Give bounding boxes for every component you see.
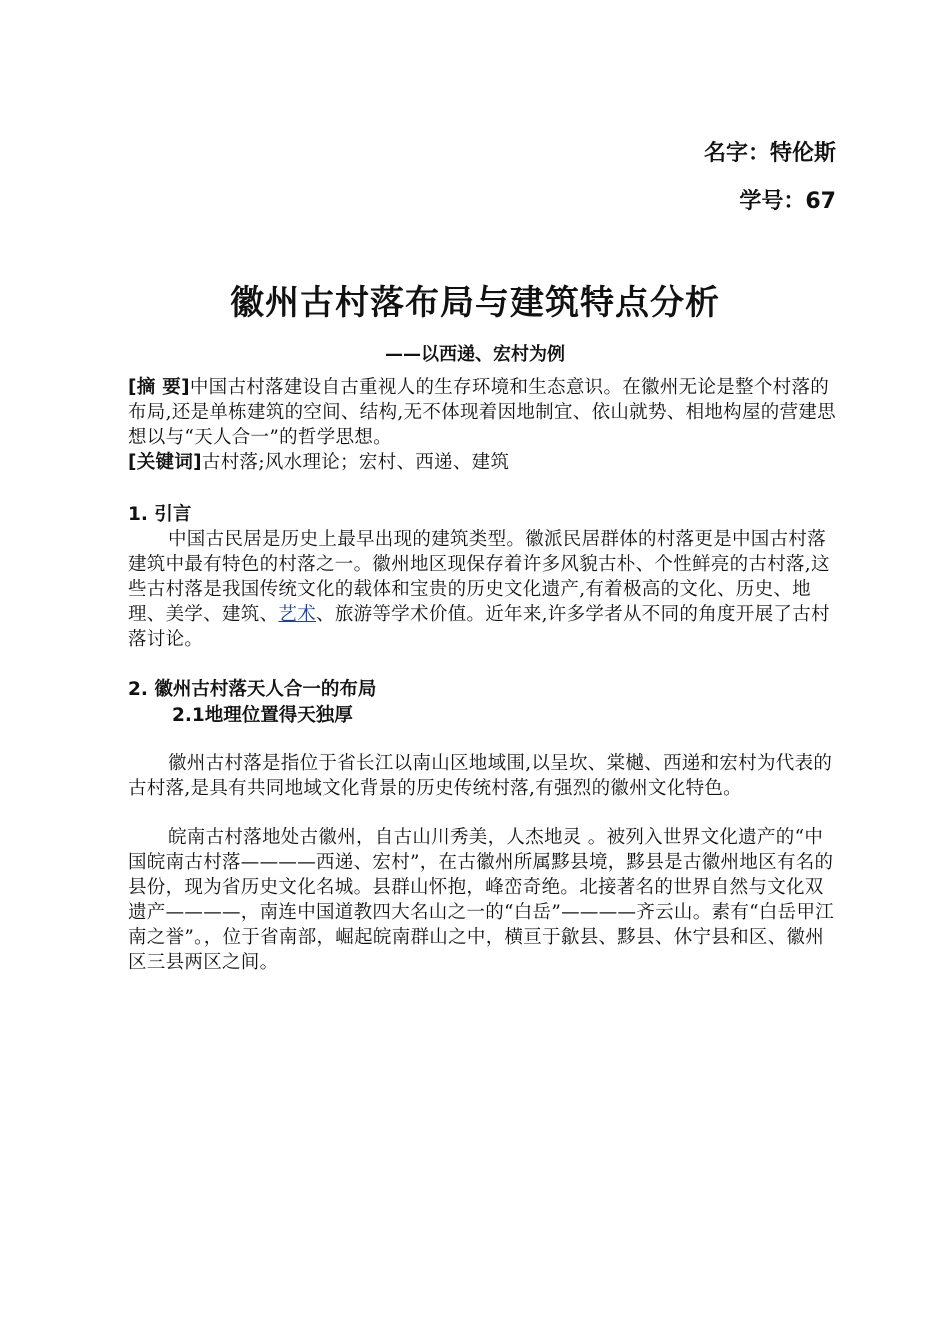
abstract xyxy=(128,375,838,450)
keywords xyxy=(128,450,838,475)
document-title: 徽州古村落布局与建筑特点分析 xyxy=(230,283,720,323)
section-1-text-b: 、旅游等学术价值。近年来,许多学者从不同的角度开展了古村落讨论。 xyxy=(128,604,830,650)
abstract-text: 中国古村落建设自古重视人的生存环境和生态意识。在徽州无论是整个村落的布局,还是单栋建筑的空间、结构,无不体现着因地制宜、依山就势、相地构屋的营建思想以与“天人合一”的哲学思想。 xyxy=(128,377,836,448)
keywords-label: [关键词] xyxy=(128,452,202,473)
section-2-paragraph-1: 徽州古村落是指位于省长江以南山区地域围,以呈坎、棠樾、西递和宏村为代表的古村落,是具有共同地域文化背景的历史传统村落,有强烈的徽州文化特色。 xyxy=(128,753,833,799)
document-subtitle: ——以西递、宏村为例 xyxy=(385,344,565,365)
section-2-heading: 2. 徽州古村落天人合一的布局 xyxy=(128,679,377,700)
section-1-paragraph xyxy=(128,527,838,652)
abstract-label: [摘 要] xyxy=(128,377,190,398)
section-2-1-heading: 2.1地理位置得天独厚 xyxy=(172,705,353,726)
keywords-text: 古村落;风水理论；宏村、西递、建筑 xyxy=(201,452,510,473)
art-link[interactable]: 艺术 xyxy=(278,604,317,625)
section-1-text-a: 中国古民居是历史上最早出现的建筑类型。徽派民居群体的村落更是中国古村落建筑中最有特色的村落之一。徽州地区现保存着许多风貌古朴、个性鲜亮的古村落,这些古村落是我国传统文化的载体和宝贵的历史文化遗产,有着极高的文化、历史、地理、美学、建筑、 xyxy=(128,529,830,625)
author-name: 名字：特伦斯 xyxy=(703,141,836,166)
student-id: 学号：67 xyxy=(739,189,836,214)
section-2-paragraph-2: 皖南古村落地处古徽州，自古山川秀美，人杰地灵 。被列入世界文化遗产的“中国皖南古村落————西递、宏村”，在古徽州所属黟县境，黟县是古徽州地区有名的县份，现为省历史文化名城。县群山怀抱，峰峦奇绝。北接著名的世界自然与文化双遗产————，南连中国道教四大名山之一的“白岳”————齐云山。素有“白岳甲江南之誉”。，位于省南部，崛起皖南群山之中，横亘于歙县、黟县、休宁县和区、徽州区三县两区之间。 xyxy=(128,827,835,973)
section-1-heading: 1. 引言 xyxy=(128,504,192,525)
